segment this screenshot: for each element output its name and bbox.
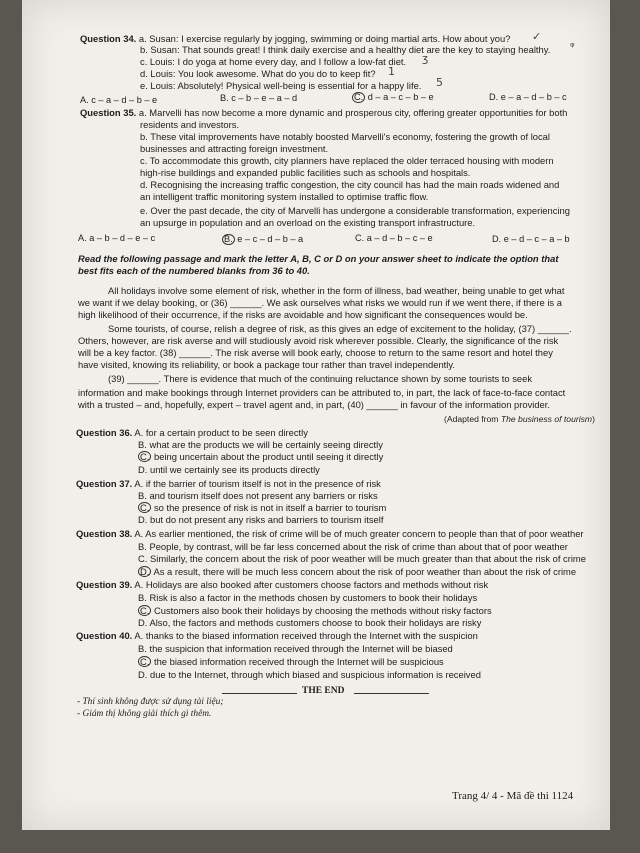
source-prefix: (Adapted from — [444, 414, 501, 424]
q38-option-d-text: As a result, there will be much less concern about the risk of poor weather than about the risk of crime — [151, 566, 577, 577]
the-end: THE END — [302, 686, 345, 696]
q35-item-b: b. These vital improvements have notably boosted Marvelli's economy, fostering the growth of local — [140, 131, 550, 142]
q36-option-a[interactable]: A. for a certain product to be seen directly — [134, 427, 308, 438]
q37-option-b[interactable]: B. and tourism itself does not present any barriers or risks — [138, 490, 378, 501]
answer-circle-icon: C. — [140, 451, 150, 462]
q35-label: Question 35. — [80, 107, 137, 118]
q40-option-d[interactable]: D. due to the Internet, through which biased and suspicious information is received — [138, 669, 481, 680]
q40-option-a[interactable]: A. thanks to the biased information received through the Internet with the suspicion — [134, 630, 478, 641]
q37-option-a[interactable]: A. if the barrier of tourism itself is not in the presence of risk — [134, 478, 381, 489]
q35-item-d-cont: an intelligent traffic monitoring system installed to optimise traffic flow. — [140, 191, 429, 202]
passage-line: information and make bookings through Internet providers can be attributed to, in part, the lack of face-to-face contact — [78, 387, 566, 398]
q35-option-d[interactable]: D. e – d – c – a – b — [492, 234, 570, 244]
passage-line: high likelihood of their occurrence, if the risks are avoidable and how significant the consequences would be. — [78, 309, 528, 320]
q34-option-a[interactable]: A. c – a – d – b – e — [80, 95, 158, 105]
q35-item-e: e. Over the past decade, the city of Marvelli has undergone a considerable transformation, experiencing — [140, 205, 570, 216]
q34-option-c-text: d – a – c – b – e — [365, 92, 434, 102]
q38-label: Question 38. — [76, 528, 133, 539]
q37-option-d[interactable]: D. but do not present any risks and barriers to tourism itself — [138, 514, 384, 525]
q39-option-d[interactable]: D. Also, the factors and methods customers choose to book their holidays are risky — [138, 617, 482, 628]
q40-option-b[interactable]: B. the suspicion that information received through the Internet will be biased — [138, 643, 453, 654]
q34-item-a: a. Susan: I exercise regularly by jogging, swimming or doing martial arts. How about you? — [138, 33, 511, 44]
q35-option-c[interactable]: C. a – d – b – c – e — [355, 233, 433, 243]
q39-option-c[interactable] — [138, 605, 492, 617]
answer-circle-icon: B. — [224, 234, 233, 244]
q34-item-c: c. Louis: I do yoga at home every day, and I follow a low-fat diet. — [140, 56, 407, 67]
q37-option-c[interactable] — [138, 502, 386, 514]
handwritten-mark-icon: ʒ — [422, 52, 429, 65]
passage-line: All holidays involve some element of risk, whether in the form of illness, bad weather, being unable to get what — [108, 285, 565, 296]
q38-option-a[interactable]: A. As earlier mentioned, the risk of crime will be of much greater concern to people than that of poor weather — [134, 528, 584, 539]
exam-page — [22, 0, 610, 830]
q35-option-b-text: e – c – d – b – a — [234, 234, 304, 244]
q35-item-d: d. Recognising the increasing traffic congestion, the city council has had the main roads widened and — [140, 179, 560, 190]
q38-option-c[interactable]: C. Similarly, the concern about the risk of poor weather will be much greater than that about the risk of crime — [138, 553, 586, 564]
source-suffix: ) — [592, 414, 595, 424]
q37-option-c-text: so the presence of risk is not in itself a barrier to tourism — [151, 502, 387, 513]
end-rule-right — [354, 693, 429, 694]
passage-line: we want if we delay booking, or (36) ______. We ask ourselves what risks we would run if we went there, if there is a — [78, 297, 562, 308]
q35-item-a-cont: residents and investors. — [140, 119, 240, 130]
source-citation — [444, 413, 595, 425]
q37-line-a — [76, 478, 381, 490]
passage-line: Some tourists, of course, relish a degree of risk, as this gives an edge of excitement to the holiday, (37) ______. — [108, 323, 572, 334]
q40-option-c[interactable] — [138, 656, 444, 668]
q39-line-a — [76, 579, 488, 591]
q35-item-b-cont: businesses and attracting foreign investment. — [140, 143, 329, 154]
q34-option-b[interactable]: B. c – b – e – a – d — [220, 93, 298, 103]
q37-label: Question 37. — [76, 478, 133, 489]
q36-label: Question 36. — [76, 427, 133, 438]
q35-item-a: a. Marvelli has now become a more dynamic and prosperous city, offering greater opportunities for both — [138, 107, 568, 118]
instruction-line-2: best fits each of the numbered blanks from 36 to 40. — [78, 265, 310, 276]
q35-option-b[interactable] — [222, 234, 303, 245]
q38-line-a — [76, 528, 584, 540]
source-title: The business of tourism — [500, 414, 593, 424]
answer-circle-icon: C. — [354, 92, 364, 102]
q34-label: Question 34. — [80, 33, 137, 44]
q35-item-e-cont: an upsurge in population and an overload on the existing transport infrastructure. — [140, 217, 476, 228]
q36-option-b[interactable]: B. what are the products we will be certainly seeing directly — [138, 439, 383, 450]
q34-item-d: d. Louis: You look awesome. What do you do to keep fit? — [140, 68, 376, 79]
q38-option-b[interactable]: B. People, by contrast, will be far less concerned about the risk of crime than about that of poor weather — [138, 541, 568, 552]
passage-line: (39) ______. There is evidence that much of the continuing reluctance shown by some tourists to seek — [108, 373, 533, 384]
q36-option-c[interactable] — [138, 451, 383, 463]
q39-option-a[interactable]: A. Holidays are also booked after customers choose factors and methods without risk — [134, 579, 489, 590]
q35-option-a[interactable]: A. a – b – d – e – c — [78, 233, 156, 243]
passage-line: will be a key factor. (38) ______. The risk averse will book early, choose to return to the same resort and hotel they — [78, 347, 553, 358]
q35-item-c: c. To accommodate this growth, city planners have replaced the older terraced housing with modern — [140, 155, 554, 166]
q40-option-c-text: the biased information received through the Internet will be suspicious — [151, 656, 444, 667]
answer-circle-icon: C. — [140, 656, 150, 667]
handwritten-mark-icon: 1 — [388, 65, 395, 78]
q39-option-c-text: Customers also book their holidays by choosing the methods without risky factors — [151, 605, 492, 616]
passage-line: with a trusted – and, hopefully, expert – travel agent and, in part, (40) ______ in favour of the information provider. — [78, 399, 550, 410]
q36-option-c-text: being uncertain about the product until seeing it directly — [151, 451, 384, 462]
q39-label: Question 39. — [76, 579, 133, 590]
answer-circle-icon: C. — [140, 605, 150, 616]
passage-line: Others, however, are risk averse and will studiously avoid risk wherever possible. Clearly, the significance of the risk — [78, 335, 559, 346]
q36-option-d[interactable]: D. until we certainly see its products directly — [138, 464, 320, 475]
handwritten-mark-icon: ✓ — [532, 30, 542, 43]
q40-label: Question 40. — [76, 630, 133, 641]
q38-option-d[interactable] — [138, 566, 576, 578]
q34-option-c[interactable] — [352, 92, 434, 103]
end-rule-left — [222, 693, 297, 694]
page-number: Trang 4/ 4 - Mã đề thi 1124 — [452, 790, 574, 802]
q40-line-a — [76, 630, 478, 642]
footer-note-1: - Thí sinh không được sử dụng tài liệu; — [77, 697, 224, 707]
q35-item-c-cont: high-rise buildings and expanded public facilities such as schools and hospitals. — [140, 167, 471, 178]
q35-line-a — [80, 107, 567, 119]
q36-line-a — [76, 427, 308, 439]
q34-item-b: b. Susan: That sounds great! I think daily exercise and a healthy diet are the key to staying healthy. — [140, 44, 551, 55]
handwritten-mark-icon: 5 — [436, 76, 443, 89]
q34-option-d[interactable]: D. e – a – d – b – c — [489, 92, 567, 102]
q39-option-b[interactable]: B. Risk is also a factor in the methods chosen by customers to book their holidays — [138, 592, 478, 603]
passage-line: have visited, knowing its reliability, or book a package tour rather than travel independently. — [78, 359, 455, 370]
footer-note-2: - Giám thị không giải thích gì thêm. — [77, 709, 212, 719]
instruction-line-1: Read the following passage and mark the letter A, B, C or D on your answer sheet to indicate the option that — [78, 253, 559, 264]
q34-item-e: e. Louis: Absolutely! Physical well-being is essential for a happy life. — [140, 80, 422, 91]
answer-circle-icon: C. — [140, 502, 150, 513]
handwritten-mark-icon: ᵠ — [570, 40, 575, 53]
answer-circle-icon: D. — [140, 566, 150, 577]
